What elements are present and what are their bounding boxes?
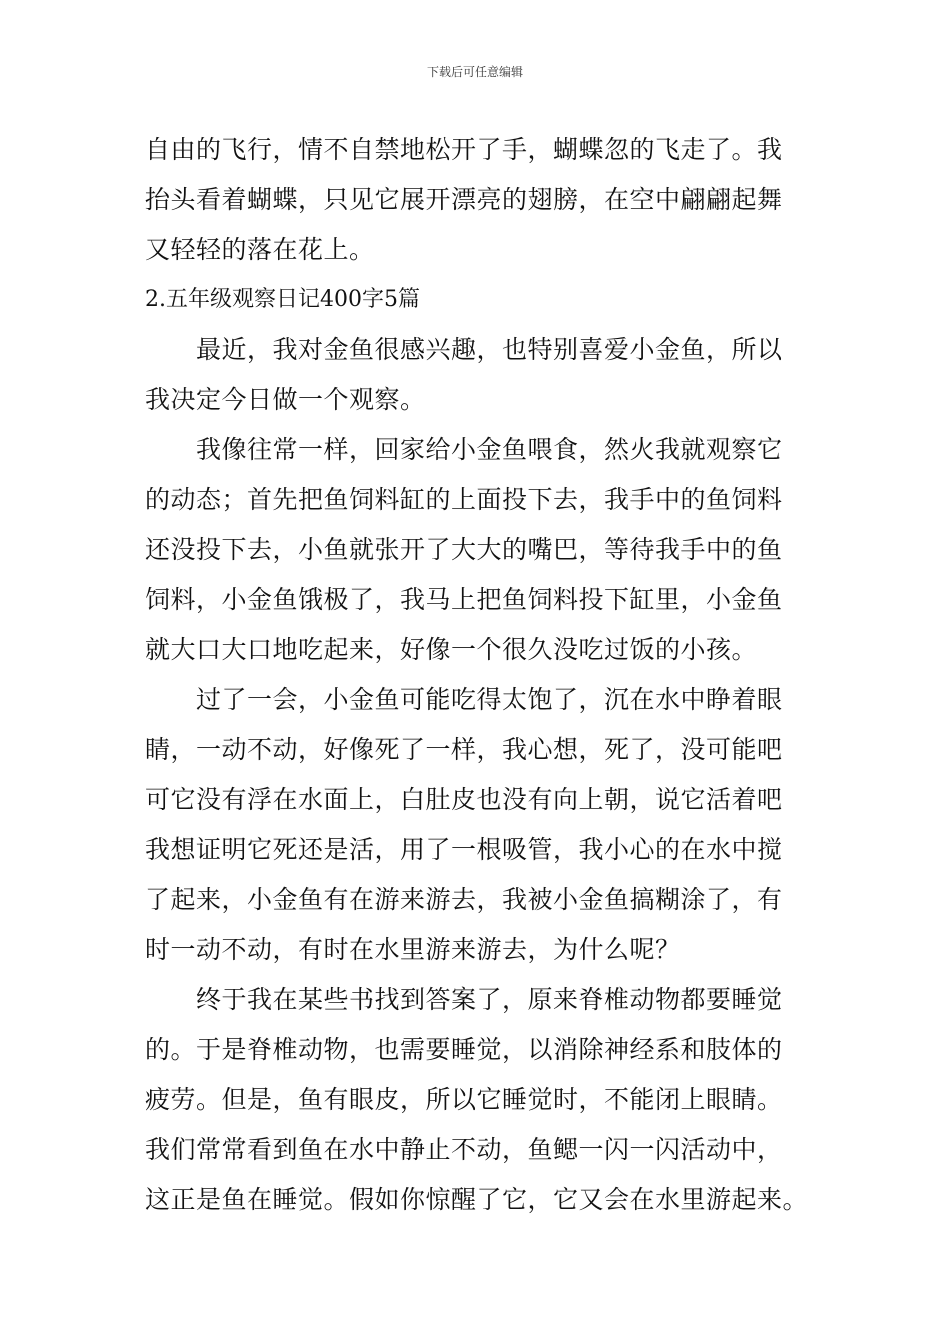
text-line: 还没投下去，小鱼就张开了大大的嘴巴，等待我手中的鱼 [145,535,783,564]
text-line: 我们常常看到鱼在水中静止不动，鱼鳃一闪一闪活动中， [145,1135,783,1164]
text-line: 我想证明它死还是活，用了一根吸管，我小心的在水中搅 [145,835,783,864]
paragraph-first-line: 过了一会，小金鱼可能吃得太饱了，沉在水中睁着眼 [196,685,783,714]
text-line: 的。于是脊椎动物，也需要睡觉，以消除神经系和肢体的 [145,1035,783,1064]
text-line: 我决定今日做一个观察。 [145,385,426,414]
text-line: 又轻轻的落在花上。 [145,235,375,264]
paragraph-first-line: 最近，我对金鱼很感兴趣，也特别喜爱小金鱼，所以 [196,335,783,364]
text-line: 了起来，小金鱼有在游来游去，我被小金鱼搞糊涂了，有 [145,885,783,914]
text-line: 抬头看着蝴蝶，只见它展开漂亮的翅膀，在空中翩翩起舞 [145,185,783,214]
text-line: 时一动不动，有时在水里游来游去，为什么呢？ [145,935,681,964]
text-line: 自由的飞行，情不自禁地松开了手，蝴蝶忽的飞走了。我 [145,135,783,164]
text-line: 的动态；首先把鱼饲料缸的上面投下去，我手中的鱼饲料 [145,485,783,514]
text-line: 疲劳。但是，鱼有眼皮，所以它睡觉时，不能闭上眼睛。 [145,1085,783,1114]
text-line: 睛，一动不动，好像死了一样，我心想，死了，没可能吧 [145,735,783,764]
section-heading: 2.五年级观察日记400字5篇 [145,287,420,312]
text-line: 饲料，小金鱼饿极了，我马上把鱼饲料投下缸里，小金鱼 [145,585,783,614]
paragraph-first-line: 我像往常一样，回家给小金鱼喂食，然火我就观察它 [196,435,783,464]
page-header: 下载后可任意编辑 [426,65,523,79]
text-line: 可它没有浮在水面上，白肚皮也没有向上朝，说它活着吧 [145,785,783,814]
paragraph-first-line: 终于我在某些书找到答案了，原来脊椎动物都要睡觉 [196,985,783,1014]
document-body [145,128,807,1228]
text-line: 就大口大口地吃起来，好像一个很久没吃过饭的小孩。 [145,635,758,664]
text-line: 这正是鱼在睡觉。假如你惊醒了它，它又会在水里游起来。 [145,1185,809,1214]
